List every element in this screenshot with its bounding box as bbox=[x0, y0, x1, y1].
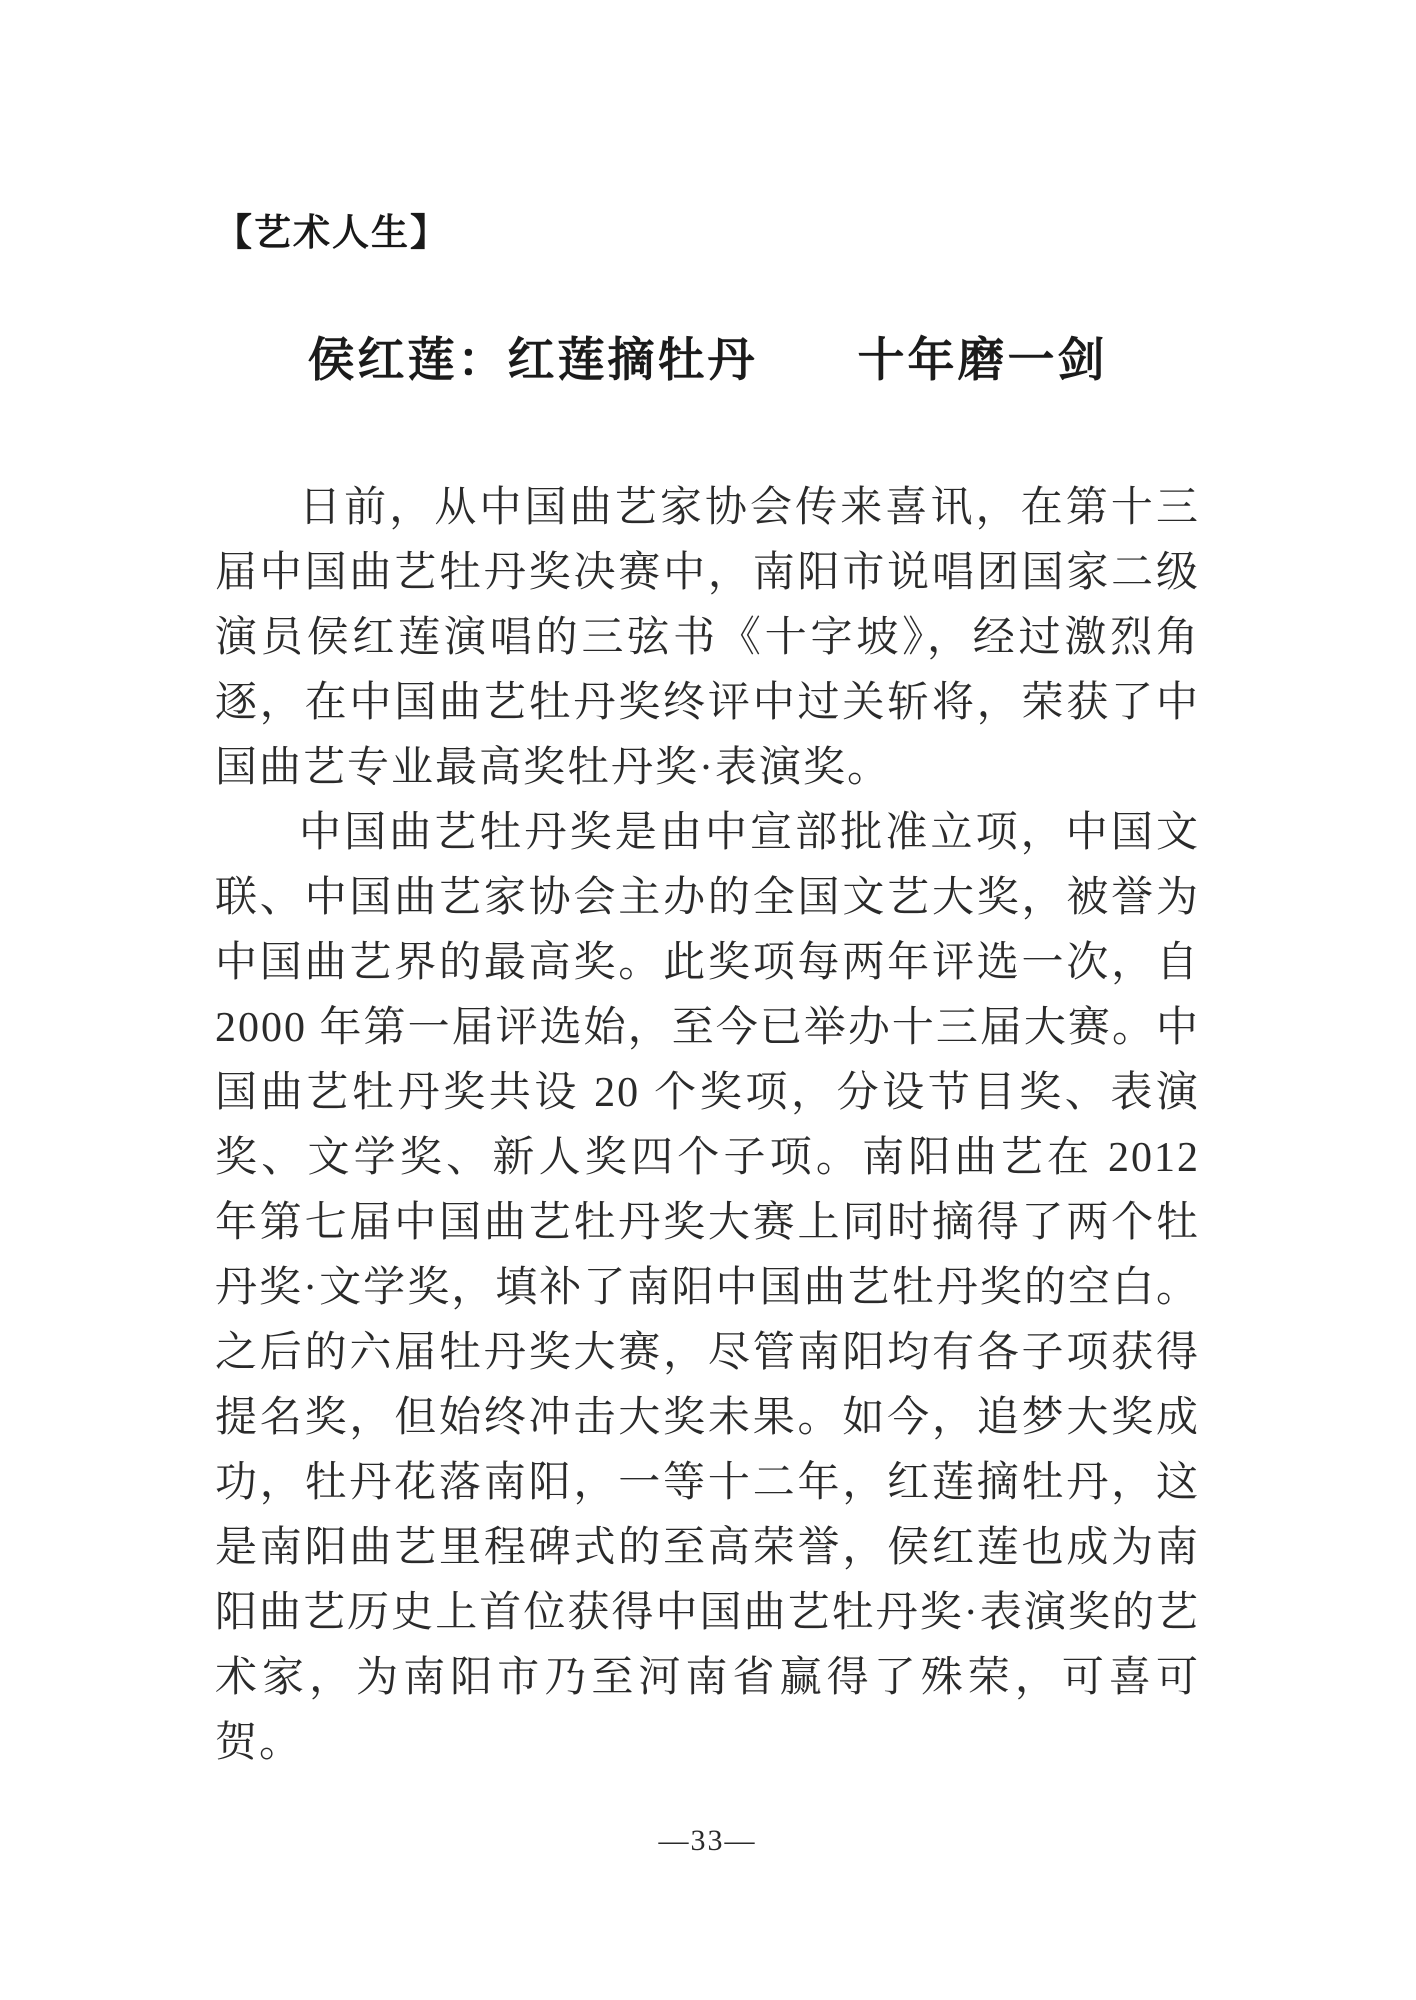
paragraph: 中国曲艺牡丹奖是由中宣部批准立项，中国文联、中国曲艺家协会主办的全国文艺大奖，被誉为中国曲艺界的最高奖。此奖项每两年评选一次，自 2000 年第一届评选始，至今已举办十三届大赛。中国曲艺牡丹奖共设 20 个奖项，分设节目奖、表演奖、文学奖、新人奖四个子项。南阳曲艺在 2012 年第七届中国曲艺牡丹奖大赛上同时摘得了两个牡丹奖·文学奖，填补了南阳中国曲艺牡丹奖的空白。之后的六届牡丹奖大赛，尽管南阳均有各子项获得提名奖，但始终冲击大奖未果。如今，追梦大奖成功，牡丹花落南阳，一等十二年，红莲摘牡丹，这是南阳曲艺里程碑式的至高荣誉，侯红莲也成为南阳曲艺历史上首位获得中国曲艺牡丹奖·表演奖的艺术家，为南阳市乃至河南省赢得了殊荣，可喜可贺。 bbox=[215, 810, 1200, 1766]
article-title: 侯红莲：红莲摘牡丹 十年磨一剑 bbox=[307, 335, 1108, 387]
section-tag: 【艺术人生】 bbox=[215, 212, 449, 253]
paragraph: 日前，从中国曲艺家协会传来喜讯，在第十三届中国曲艺牡丹奖决赛中，南阳市说唱团国家二级演员侯红莲演唱的三弦书《十字坡》，经过激烈角逐，在中国曲艺牡丹奖终评中过关斩将，荣获了中国曲艺专业最高奖牡丹奖·表演奖。 bbox=[215, 485, 1200, 791]
page-number: —33— bbox=[658, 1824, 757, 1857]
article-body bbox=[215, 476, 1200, 1776]
page-content bbox=[215, 0, 1200, 1860]
